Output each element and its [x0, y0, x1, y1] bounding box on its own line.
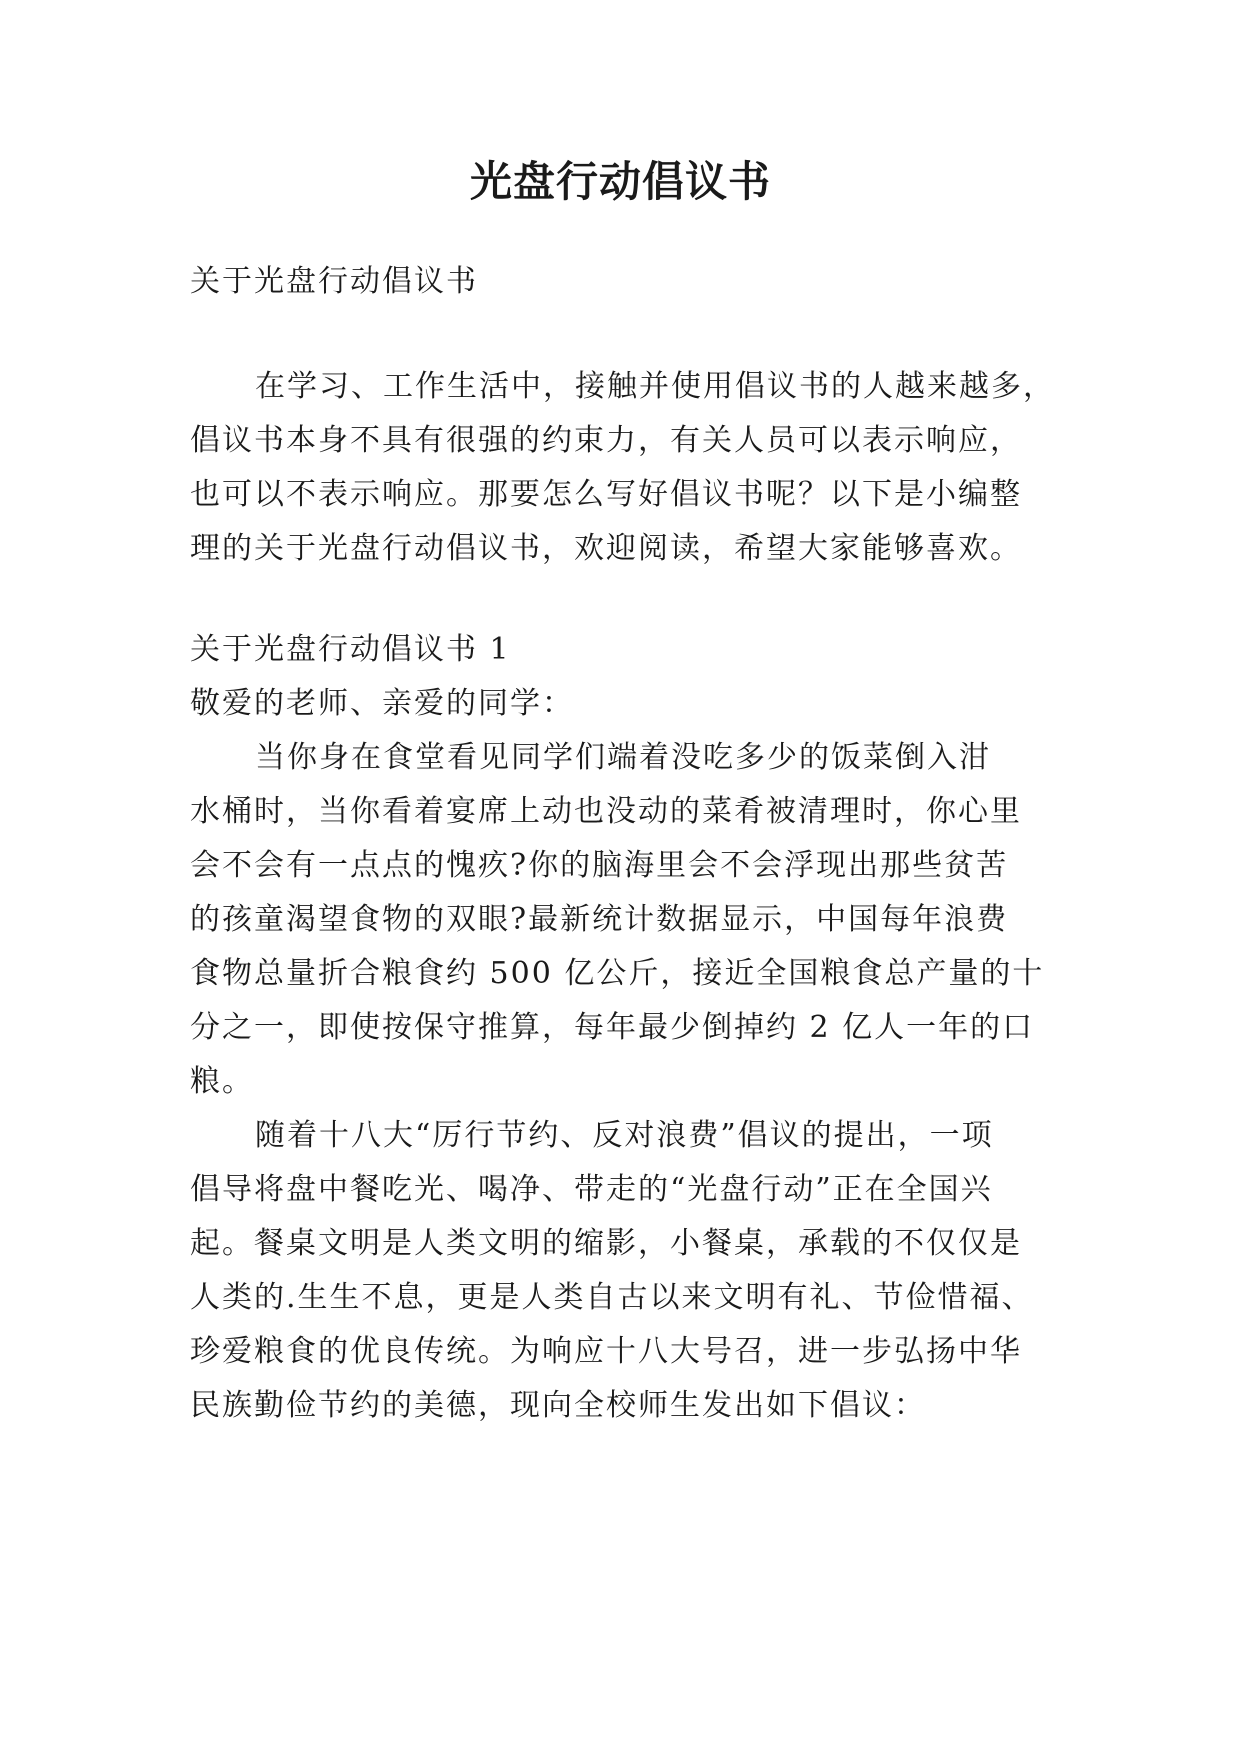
- paragraph-line: 珍爱粮食的优良传统。为响应十八大号召，进一步弘扬中华: [190, 1334, 1022, 1369]
- intro-line: 也可以不表示响应。那要怎么写好倡议书呢？以下是小编整: [190, 477, 1022, 512]
- salutation: 敬爱的老师、亲爱的同学：: [190, 686, 574, 721]
- paragraph-line: 水桶时，当你看着宴席上动也没动的菜肴被清理时，你心里: [190, 794, 1022, 829]
- paragraph-line: 民族勤俭节约的美德，现向全校师生发出如下倡议：: [190, 1388, 926, 1423]
- intro-line: 倡议书本身不具有很强的约束力，有关人员可以表示响应，: [190, 423, 1022, 458]
- paragraph-line: 人类的.生生不息，更是人类自古以来文明有礼、节俭惜福、: [190, 1280, 1034, 1315]
- document-title: 光盘行动倡议书: [469, 157, 771, 206]
- intro-line: 理的关于光盘行动倡议书，欢迎阅读，希望大家能够喜欢。: [190, 531, 1022, 566]
- paragraph-line: 食物总量折合粮食约 500 亿公斤，接近全国粮食总产量的十: [190, 956, 1045, 991]
- intro-line: 在学习、工作生活中，接触并使用倡议书的人越来越多，: [255, 369, 1055, 404]
- paragraph-line: 分之一，即使按保守推算，每年最少倒掉约 2 亿人一年的口: [190, 1010, 1035, 1045]
- paragraph-line: 随着十八大“厉行节约、反对浪费”倡议的提出，一项: [255, 1118, 994, 1153]
- paragraph-line: 起。餐桌文明是人类文明的缩影，小餐桌，承载的不仅仅是: [190, 1226, 1022, 1261]
- paragraph-line: 倡导将盘中餐吃光、喝净、带走的“光盘行动”正在全国兴: [190, 1172, 993, 1207]
- paragraph-line: 粮。: [190, 1064, 254, 1099]
- paragraph-line: 当你身在食堂看见同学们端着没吃多少的饭菜倒入泔: [255, 740, 991, 775]
- section-heading: 关于光盘行动倡议书 1: [190, 632, 511, 667]
- document-subtitle: 关于光盘行动倡议书: [190, 264, 478, 299]
- paragraph-line: 的孩童渴望食物的双眼?最新统计数据显示，中国每年浪费: [190, 902, 1009, 937]
- paragraph-line: 会不会有一点点的愧疚?你的脑海里会不会浮现出那些贫苦: [190, 848, 1009, 883]
